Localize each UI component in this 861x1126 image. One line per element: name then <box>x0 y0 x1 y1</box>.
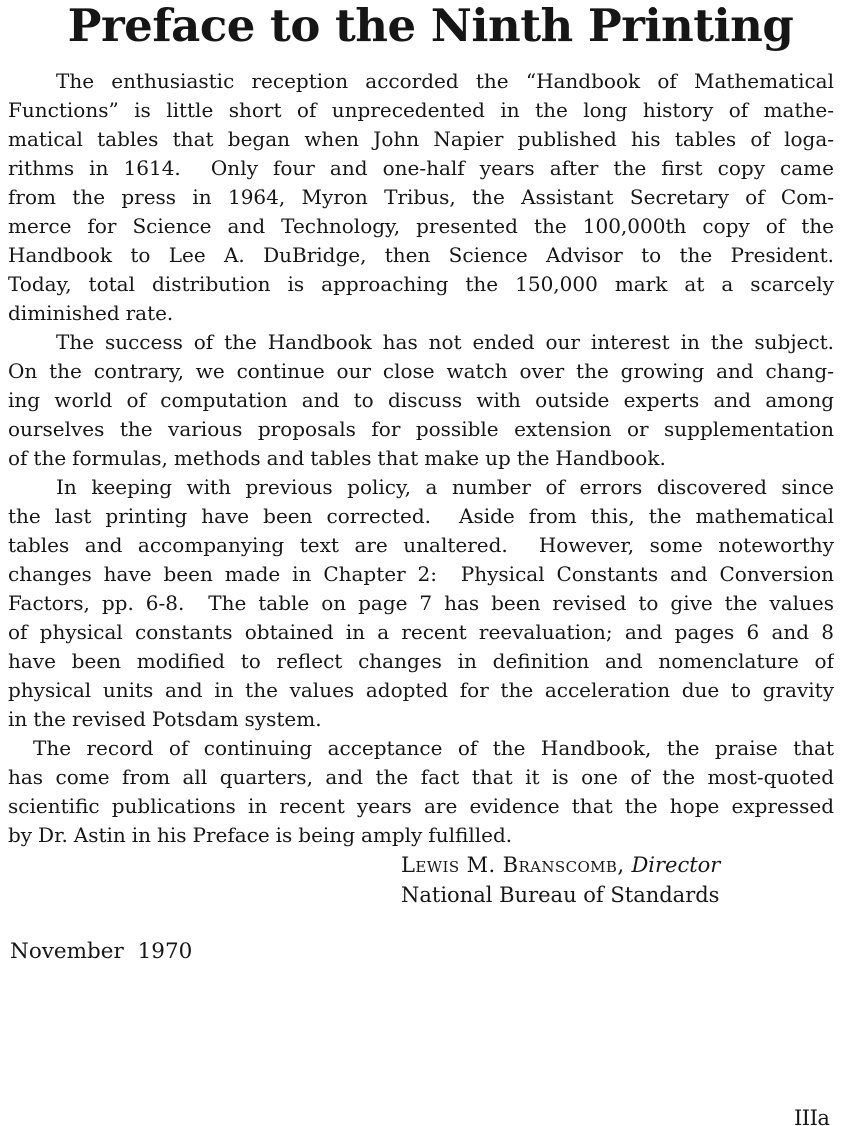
text-line: from the press in 1964, Myron Tribus, the Assistant Secretary of Com- <box>8 185 834 209</box>
text-line: matical tables that began when John Napier published his tables of loga- <box>8 127 834 151</box>
paragraph <box>8 328 834 473</box>
text-line: of the formulas, methods and tables that make up the Handbook. <box>8 446 666 470</box>
page-number: IIIa <box>794 1106 830 1126</box>
date-line: November 1970 <box>10 939 193 964</box>
signature-block <box>401 851 720 910</box>
text-line: has come from all quarters, and the fact that it is one of the most-quoted <box>8 765 834 789</box>
signature-role: Director <box>631 853 721 877</box>
text-line: changes have been made in Chapter 2: Physical Constants and Conversion <box>8 562 834 586</box>
text-line: have been modified to reflect changes in definition and nomenclature of <box>8 649 834 673</box>
signature-name: Lewis M. Branscomb, <box>401 853 625 877</box>
text-line: ing world of computation and to discuss with outside experts and among <box>8 388 834 412</box>
text-line: diminished rate. <box>8 301 174 325</box>
text-line: merce for Science and Technology, presented the 100,000th copy of the <box>8 214 834 238</box>
paragraph <box>8 734 834 850</box>
paragraph <box>8 473 834 734</box>
text-line: Handbook to Lee A. DuBridge, then Science Advisor to the President. <box>8 243 834 267</box>
text-line: Today, total distribution is approaching the 150,000 mark at a scarcely <box>8 272 834 296</box>
text-line: tables and accompanying text are unaltered. However, some noteworthy <box>8 533 834 557</box>
text-line: Factors, pp. 6-8. The table on page 7 has been revised to give the values <box>8 591 834 615</box>
text-line: the last printing have been corrected. Aside from this, the mathematical <box>8 504 834 528</box>
text-line: in the revised Potsdam system. <box>8 707 322 731</box>
text-line: physical units and in the values adopted for the acceleration due to gravity <box>8 678 834 702</box>
text-line: ourselves the various proposals for possible extension or supplementation <box>8 417 834 441</box>
text-line: The record of continuing acceptance of the Handbook, the praise that <box>33 736 834 760</box>
text-line: On the contrary, we continue our close watch over the growing and chang- <box>8 359 834 383</box>
page-title: Preface to the Ninth Printing <box>67 0 794 52</box>
preface-body <box>8 67 834 850</box>
paragraph <box>8 67 834 328</box>
text-line: The success of the Handbook has not ended our interest in the subject. <box>56 330 834 354</box>
text-line: In keeping with previous policy, a number of errors discovered since <box>56 475 834 499</box>
signature-line <box>401 851 720 881</box>
text-line: by Dr. Astin in his Preface is being amply fulfilled. <box>8 823 513 847</box>
text-line: of physical constants obtained in a recent reevaluation; and pages 6 and 8 <box>8 620 834 644</box>
text-line: rithms in 1614. Only four and one-half years after the first copy came <box>8 156 834 180</box>
text-line: scientific publications in recent years are evidence that the hope expressed <box>8 794 834 818</box>
text-line: Functions” is little short of unprecedented in the long history of mathe- <box>8 98 834 122</box>
signature-affiliation: National Bureau of Standards <box>401 882 720 907</box>
text-line: The enthusiastic reception accorded the “Handbook of Mathematical <box>56 69 834 93</box>
